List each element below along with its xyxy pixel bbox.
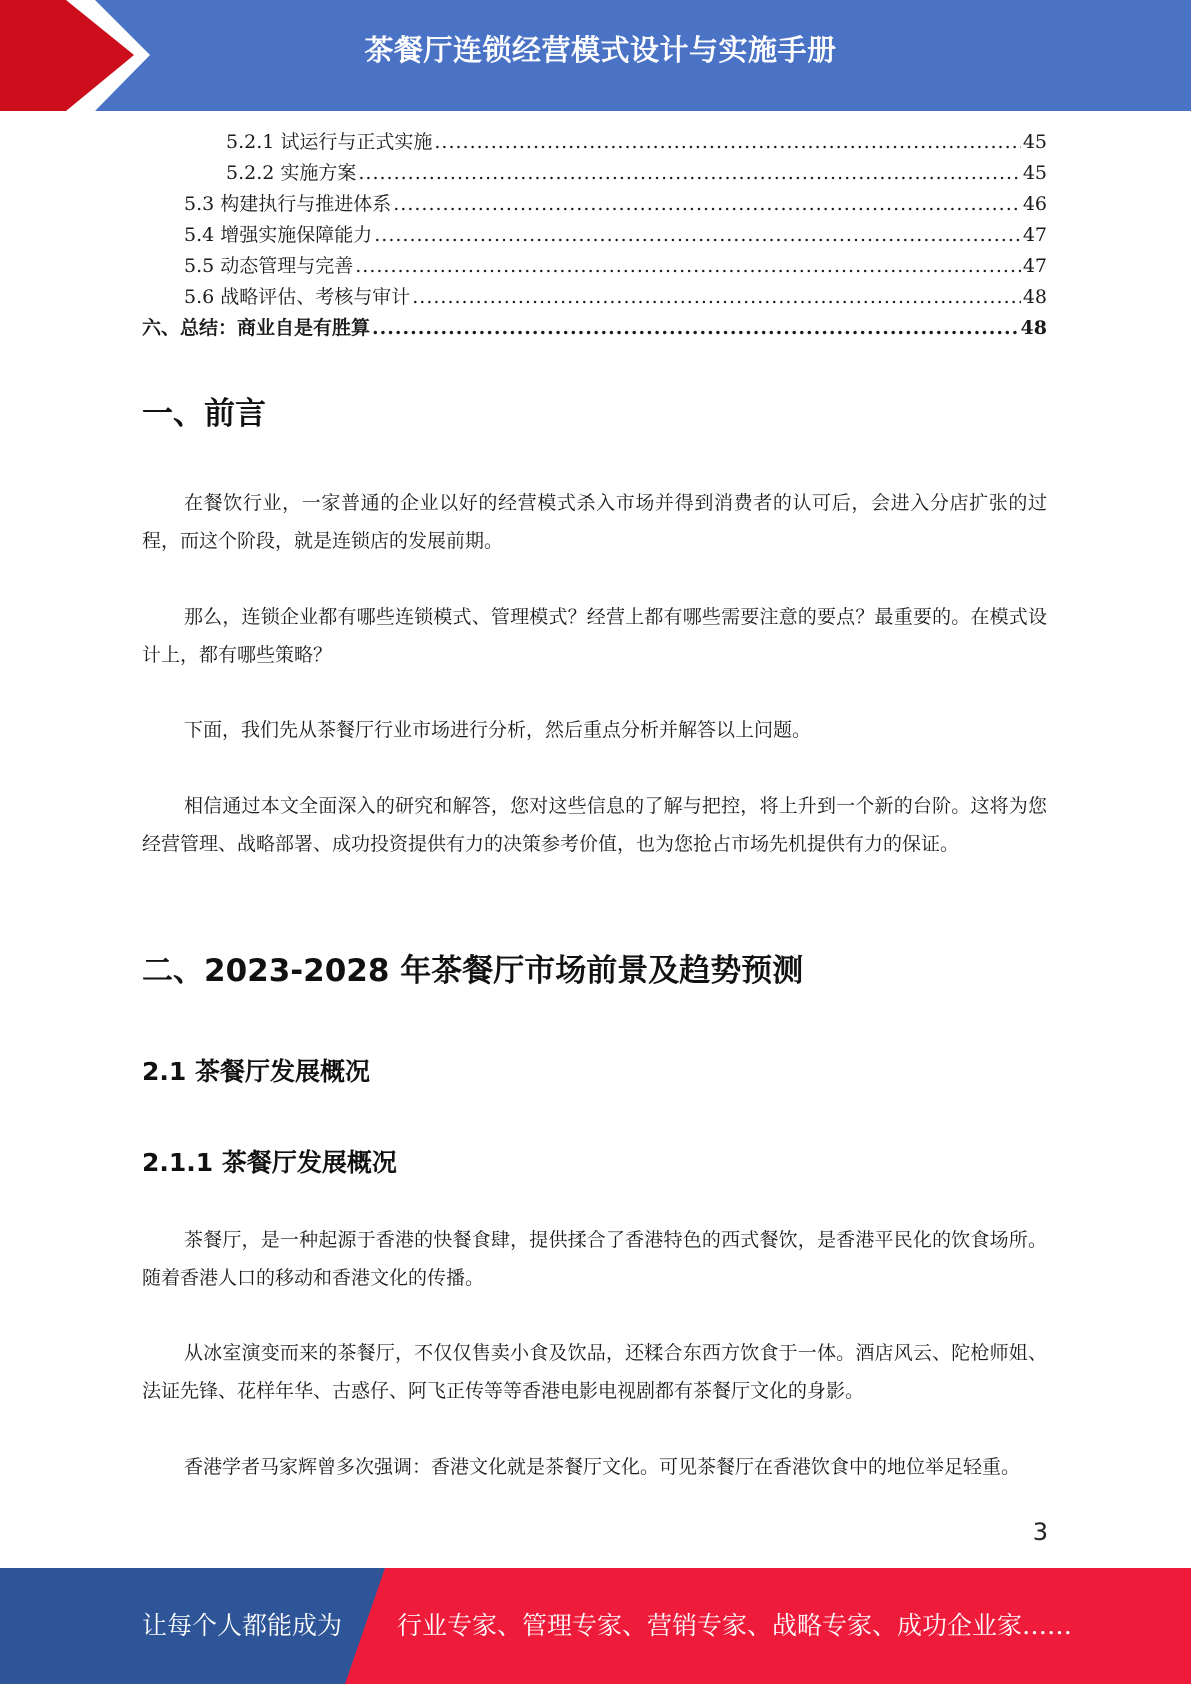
paragraph: 从冰室演变而来的茶餐厅，不仅仅售卖小食及饮品，还糅合东西方饮食于一体。酒店风云、陀枪师姐、法证先锋、花样年华、古惑仔、阿飞正传等等香港电影电视剧都有茶餐厅文化的身影。 bbox=[142, 1342, 1047, 1402]
paragraph: 下面，我们先从茶餐厅行业市场进行分析，然后重点分析并解答以上问题。 bbox=[184, 719, 812, 741]
toc-entry[interactable] bbox=[142, 313, 1047, 344]
paragraph: 那么，连锁企业都有哪些连锁模式、管理模式？经营上都有哪些需要注意的要点？最重要的。在模式设计上，都有哪些策略？ bbox=[142, 606, 1047, 666]
toc-entry-label: 5.5 动态管理与完善 bbox=[184, 255, 354, 277]
toc-entry-label: 5.4 增强实施保障能力 bbox=[184, 224, 373, 246]
toc-leader-dots bbox=[355, 251, 1021, 282]
page-footer bbox=[0, 1568, 1191, 1684]
toc-leader-dots bbox=[358, 158, 1020, 189]
toc-entry[interactable] bbox=[184, 251, 1047, 282]
toc-leader-dots bbox=[374, 220, 1021, 251]
document-title: 茶餐厅连锁经营模式设计与实施手册 bbox=[364, 33, 837, 67]
toc-leader-dots bbox=[412, 282, 1021, 313]
heading-market-forecast: 二、2023-2028 年茶餐厅市场前景及趋势预测 bbox=[142, 953, 804, 989]
heading-overview: 2.1 茶餐厅发展概况 bbox=[142, 1057, 370, 1086]
page-header bbox=[0, 0, 1191, 111]
toc-entry-page: 47 bbox=[1022, 255, 1047, 277]
toc-entry-page: 48 bbox=[1022, 286, 1047, 308]
paragraph: 茶餐厅，是一种起源于香港的快餐食肆，提供揉合了香港特色的西式餐饮，是香港平民化的饮食场所。随着香港人口的移动和香港文化的传播。 bbox=[142, 1229, 1047, 1289]
toc-leader-dots bbox=[372, 313, 1019, 344]
heading-preface: 一、前言 bbox=[142, 396, 266, 432]
toc-entry-label: 5.6 战略评估、考核与审计 bbox=[184, 286, 411, 308]
toc-entry[interactable] bbox=[226, 127, 1047, 158]
page-number: 3 bbox=[1032, 1518, 1048, 1546]
toc-entry[interactable] bbox=[184, 282, 1047, 313]
footer-slogan-left: 让每个人都能成为 bbox=[142, 1611, 343, 1640]
toc-entry-page: 45 bbox=[1022, 162, 1047, 184]
toc-leader-dots bbox=[434, 127, 1020, 158]
toc-entry-label: 5.2.1 试运行与正式实施 bbox=[226, 131, 433, 153]
paragraph: 相信通过本文全面深入的研究和解答，您对这些信息的了解与把控，将上升到一个新的台阶。这将为您经营管理、战略部署、成功投资提供有力的决策参考价值，也为您抢占市场先机提供有力的保证。 bbox=[142, 795, 1047, 855]
toc-entry-label: 5.2.2 实施方案 bbox=[226, 162, 357, 184]
toc-entry[interactable] bbox=[226, 158, 1047, 189]
paragraph: 香港学者马家辉曾多次强调：香港文化就是茶餐厅文化。可见茶餐厅在香港饮食中的地位举足轻重。 bbox=[184, 1456, 1021, 1478]
heading-overview-sub: 2.1.1 茶餐厅发展概况 bbox=[142, 1148, 397, 1177]
toc-leader-dots bbox=[393, 189, 1021, 220]
footer-slogan-right: 行业专家、管理专家、营销专家、战略专家、成功企业家…… bbox=[397, 1611, 1073, 1640]
toc-entry[interactable] bbox=[184, 189, 1047, 220]
toc-entry-page: 47 bbox=[1022, 224, 1047, 246]
toc-entry-label: 5.3 构建执行与推进体系 bbox=[184, 193, 392, 215]
paragraph: 在餐饮行业，一家普通的企业以好的经营模式杀入市场并得到消费者的认可后，会进入分店扩张的过程，而这个阶段，就是连锁店的发展前期。 bbox=[142, 492, 1047, 552]
toc-entry-label: 六、总结：商业自是有胜算 bbox=[142, 317, 371, 339]
toc-entry-page: 45 bbox=[1022, 131, 1047, 153]
toc-entry[interactable] bbox=[184, 220, 1047, 251]
toc-entry-page: 48 bbox=[1020, 317, 1047, 339]
toc-entry-page: 46 bbox=[1022, 193, 1047, 215]
